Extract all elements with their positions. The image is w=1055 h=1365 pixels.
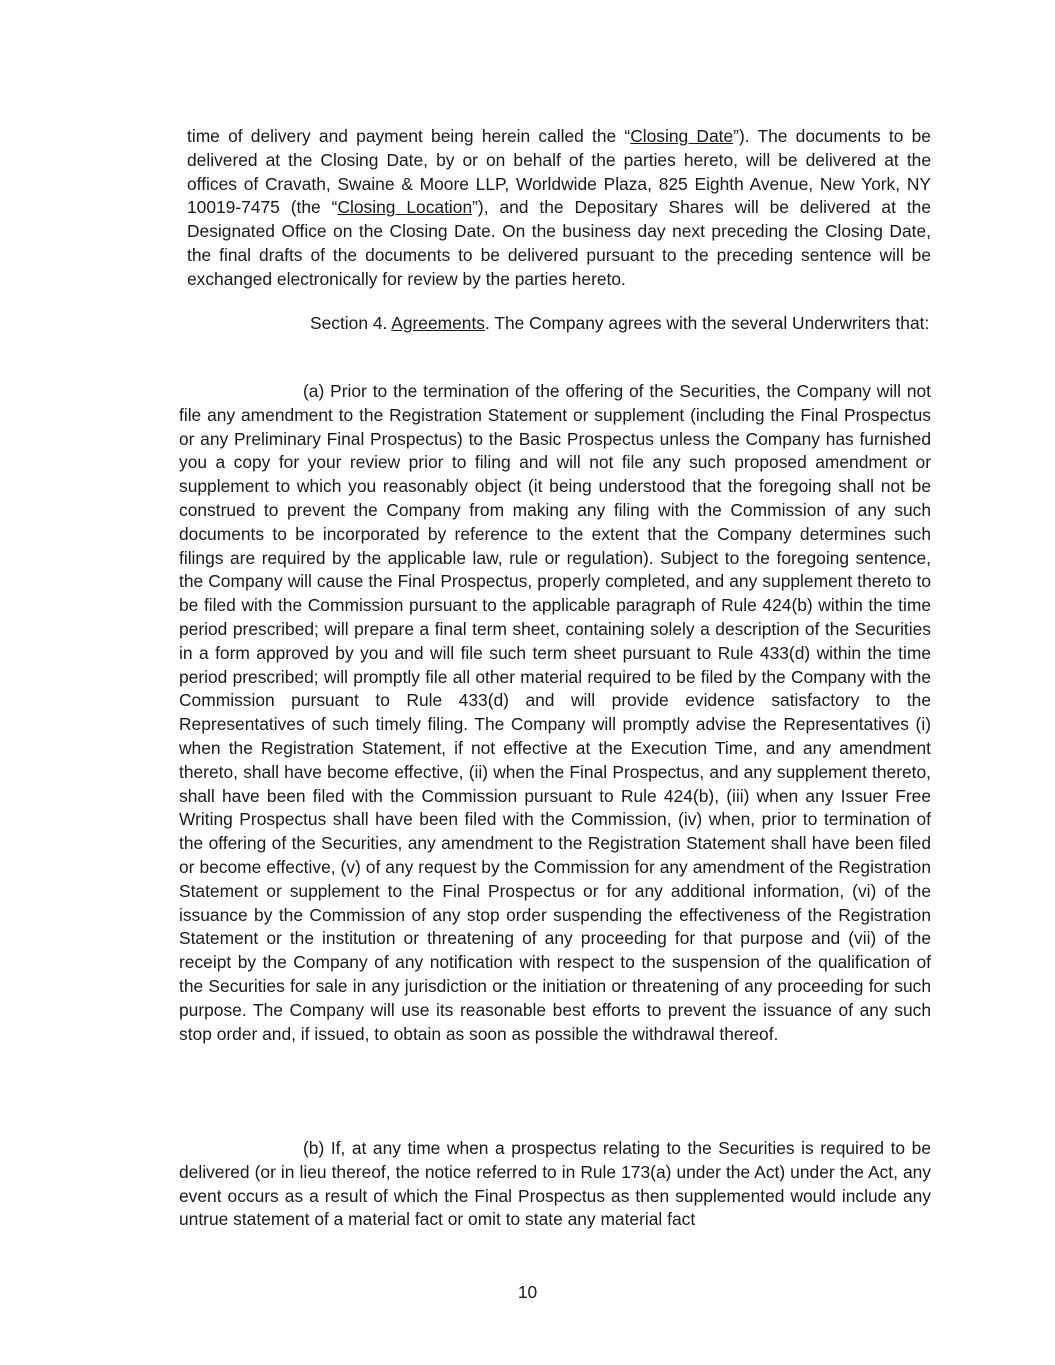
section-text: . The Company agrees with the several Underwriters that: — [484, 313, 930, 333]
closing-date-paragraph — [187, 125, 931, 292]
page-number: 10 — [517, 1282, 538, 1302]
closing-date-term: Closing Date — [630, 126, 734, 146]
paragraph-text: ”). The documents to be delivered at the Closing Date, by or on behalf of the parties hereto, will be delivered at the offices of Cravath, Swaine & Moore LLP, Worldwide Plaza, 825 Eighth Avenue, New York, NY 10019-7475 (the “ — [187, 126, 931, 218]
paragraph-text: ”), and the Depositary Shares will be delivered at the Designated Office on the Closing Date. On the business day next preceding the Closing Date, the final drafts of the documents to be delivered pursuant to the preceding sentence will be exchanged electronically for review by the parties hereto. — [187, 197, 931, 289]
section-4-paragraph — [187, 312, 931, 336]
clause-a-paragraph — [179, 380, 931, 1046]
clause-text: If, at any time when a prospectus relating to the Securities is required to be delivered (or in lieu thereof, the notice referred to in Rule 173(a) under the Act) under the Act, any event occurs as a result of which the Final Prospectus as then supplemented would include any untrue statement of a material fact or omit to state any material fact — [179, 1138, 931, 1230]
clause-label: (a) — [303, 381, 331, 401]
paragraph-text: time of delivery and payment being herein called the “ — [187, 126, 631, 146]
clause-b-paragraph — [179, 1137, 931, 1232]
section-heading: Agreements — [391, 313, 485, 333]
clause-text: Prior to the termination of the offering of the Securities, the Company will not file any amendment to the Registration Statement or supplement (including the Final Prospectus or any Preliminary Final Prospectus) to the Basic Prospectus unless the Company has furnished you a copy for your review prior to filing and will not file any such proposed amendment or supplement to which you reasonably object (it being understood that the foregoing shall not be construed to prevent the Company from making any filing with the Commission of any such documents to be incorporated by reference to the extent that the Company determines such filings are required by the applicable law, rule or regulation). Subject to the foregoing sentence, the Company will cause the Final Prospectus, properly completed, and any supplement thereto to be filed with the Commission pursuant to the applicable paragraph of Rule 424(b) within the time period prescribed; will prepare a final term sheet, containing solely a description of the Securities in a form approved by you and will file such term sheet pursuant to Rule 433(d) within the time period prescribed; will promptly file all other material required to be filed by the Company with the Commission pursuant to Rule 433(d) and will provide evidence satisfactory to the Representatives of such timely filing. The Company will promptly advise the Representatives (i) when the Registration Statement, if not effective at the Execution Time, and any amendment thereto, shall have become effective, (ii) when the Final Prospectus, and any supplement thereto, shall have been filed with the Commission pursuant to Rule 424(b), (iii) when any Issuer Free Writing Prospectus shall have been filed with the Commission, (iv) when, prior to termination of the offering of the Securities, any amendment to the Registration Statement shall have been filed or become effective, (v) of any request by the Commission for any amendment of the Registration Statement or supplement to the Final Prospectus or for any additional information, (vi) of the issuance by the Commission of any stop order suspending the effectiveness of the Registration Statement or the institution or threatening of any proceeding for that purpose and (vii) of the receipt by the Company of any notification with respect to the suspension of the qualification of the Securities for sale in any jurisdiction or the initiation or threatening of any proceeding for such purpose. The Company will use its reasonable best efforts to prevent the issuance of any such stop order and, if issued, to obtain as soon as possible the withdrawal thereof. — [179, 381, 931, 1044]
section-label: Section 4. — [310, 313, 392, 333]
closing-location-term: Closing Location — [337, 197, 473, 218]
clause-label: (b) — [303, 1138, 331, 1158]
